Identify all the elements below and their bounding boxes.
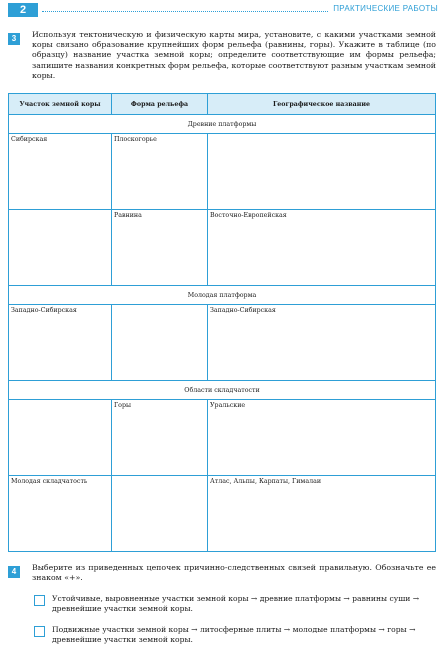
- column-header: Форма рельефа: [112, 94, 208, 115]
- section-row: [9, 381, 436, 400]
- section-title-young-platform: Молодая платформа: [9, 286, 436, 305]
- crust-area-cell[interactable]: [9, 210, 112, 286]
- crust-area-cell[interactable]: Сибирская: [9, 134, 112, 210]
- crust-area-cell[interactable]: Молодая складчатость: [9, 476, 112, 552]
- geo-name-cell[interactable]: Восточно-Европейская: [208, 210, 436, 286]
- header-dotted-line: [42, 11, 328, 12]
- option-1-checkbox[interactable]: [34, 595, 45, 606]
- task-3-text: Используя тектоническую и физическую карты мира, установите, с какими участками земной коры связано образование крупнейших форм рельефа (равнины, горы). Укажите в таблице (по образцу) название участка земной коры; определите соответствующие им формы рельефа; запишите названия конкретных форм рельефа, которые соответствуют разным участкам земной коры.: [32, 30, 436, 80]
- table-row: [9, 305, 436, 381]
- option-1-text: Устойчивые, выровненные участки земной коры → древние платформы → равнины суши → древнейшие участки земной коры.: [52, 594, 420, 613]
- relief-form-cell[interactable]: Равнина: [112, 210, 208, 286]
- section-row: [9, 286, 436, 305]
- geo-name-cell[interactable]: [208, 134, 436, 210]
- task-4-number: 4: [8, 566, 20, 578]
- relief-table: [8, 93, 436, 552]
- section-title-fold-areas: Области складчатости: [9, 381, 436, 400]
- relief-form-cell[interactable]: Плоскогорье: [112, 134, 208, 210]
- column-header: Участок земной коры: [9, 94, 112, 115]
- geo-name-cell[interactable]: Западно-Сибирская: [208, 305, 436, 381]
- task-3-number: 3: [8, 33, 20, 45]
- crust-area-cell[interactable]: [9, 400, 112, 476]
- table-row: [9, 134, 436, 210]
- task-4-text: Выберите из приведенных цепочек причинно-следственных связей правильную. Обозначьте ее знаком «+».: [32, 563, 436, 583]
- column-header: Географическое название: [208, 94, 436, 115]
- geo-name-cell[interactable]: Атлас, Альпы, Карпаты, Гималаи: [208, 476, 436, 552]
- relief-form-cell[interactable]: Горы: [112, 400, 208, 476]
- section-row: [9, 115, 436, 134]
- section-title-ancient-platforms: Древние платформы: [9, 115, 436, 134]
- relief-form-cell[interactable]: [112, 476, 208, 552]
- option-2-text: Подвижные участки земной коры → литосферные плиты → молодые платформы → горы → древнейшие участки земной коры.: [52, 625, 416, 644]
- crust-area-cell[interactable]: Западно-Сибирская: [9, 305, 112, 381]
- table-row: [9, 400, 436, 476]
- page-number: 2: [8, 3, 38, 17]
- section-title: ПРАКТИЧЕСКИЕ РАБОТЫ: [333, 4, 438, 13]
- option-2-checkbox[interactable]: [34, 626, 45, 637]
- geo-name-cell[interactable]: Уральские: [208, 400, 436, 476]
- table-header-row: [9, 94, 436, 115]
- table-row: [9, 476, 436, 552]
- relief-form-cell[interactable]: [112, 305, 208, 381]
- page-header: [0, 0, 446, 20]
- table-row: [9, 210, 436, 286]
